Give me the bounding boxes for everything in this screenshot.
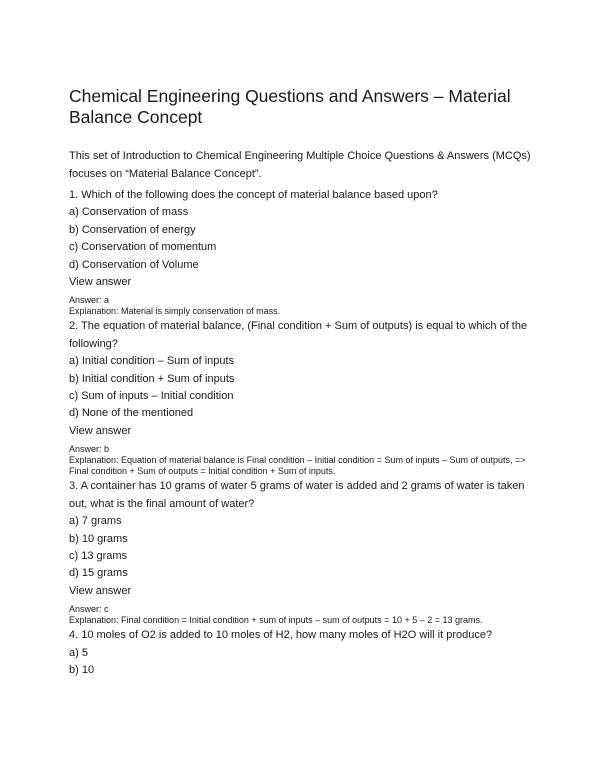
answer-text: Answer: a	[69, 295, 110, 306]
view-answer-link[interactable]: View answer	[69, 424, 132, 437]
intro-paragraph: This set of Introduction to Chemical Engineering Multiple Choice Questions & Answers (MCQs) focuses on “Material Balance Concept”.	[69, 150, 531, 180]
explanation-text: Explanation: Equation of material balance is Final condition – Initial condition = Sum of inputs – Sum of outputs, => Final condition + Sum of outputs = Initial condition + Sum of inputs.	[69, 455, 526, 477]
option-a: a) 7 grams	[69, 515, 122, 528]
option-a: a) Conservation of mass	[69, 206, 189, 219]
explanation-text: Explanation: Material is simply conservation of mass.	[69, 306, 281, 317]
option-b: b) 10 grams	[69, 532, 128, 545]
view-answer-link[interactable]: View answer	[69, 584, 132, 597]
question-text: 2. The equation of material balance, (Final condition + Sum of outputs) is equal to which of the following?	[69, 320, 528, 350]
page-title: Chemical Engineering Questions and Answers – Material Balance Concept	[69, 86, 511, 127]
option-b: b) 10	[69, 663, 95, 676]
option-c: c) Conservation of momentum	[69, 241, 217, 254]
option-c: c) Sum of inputs – Initial condition	[69, 390, 234, 403]
option-d: d) None of the mentioned	[69, 407, 194, 420]
option-b: b) Conservation of energy	[69, 223, 196, 236]
document-page	[69, 86, 539, 679]
question-3	[69, 478, 539, 626]
view-answer-link[interactable]: View answer	[69, 276, 132, 289]
question-text: 3. A container has 10 grams of water 5 grams of water is added and 2 grams of water is taken out, what is the final amount of water?	[69, 480, 525, 510]
option-a: a) 5	[69, 646, 88, 659]
answer-text: Answer: b	[69, 444, 110, 455]
question-2	[69, 318, 539, 477]
answer-text: Answer: c	[69, 604, 109, 615]
option-b: b) Initial condition + Sum of inputs	[69, 372, 235, 385]
question-4	[69, 627, 539, 679]
option-a: a) Initial condition – Sum of inputs	[69, 355, 235, 368]
option-d: d) 15 grams	[69, 567, 128, 580]
question-text: 4. 10 moles of O2 is added to 10 moles of H2, how many moles of H2O will it produce?	[69, 629, 493, 642]
option-c: c) 13 grams	[69, 549, 128, 562]
question-text: 1. Which of the following does the concept of material balance based upon?	[69, 189, 438, 201]
question-1	[69, 187, 539, 317]
option-d: d) Conservation of Volume	[69, 258, 199, 271]
explanation-text: Explanation: Final condition = Initial condition + sum of inputs – sum of outputs = 10 + 5 – 2 = 13 grams.	[69, 615, 483, 626]
